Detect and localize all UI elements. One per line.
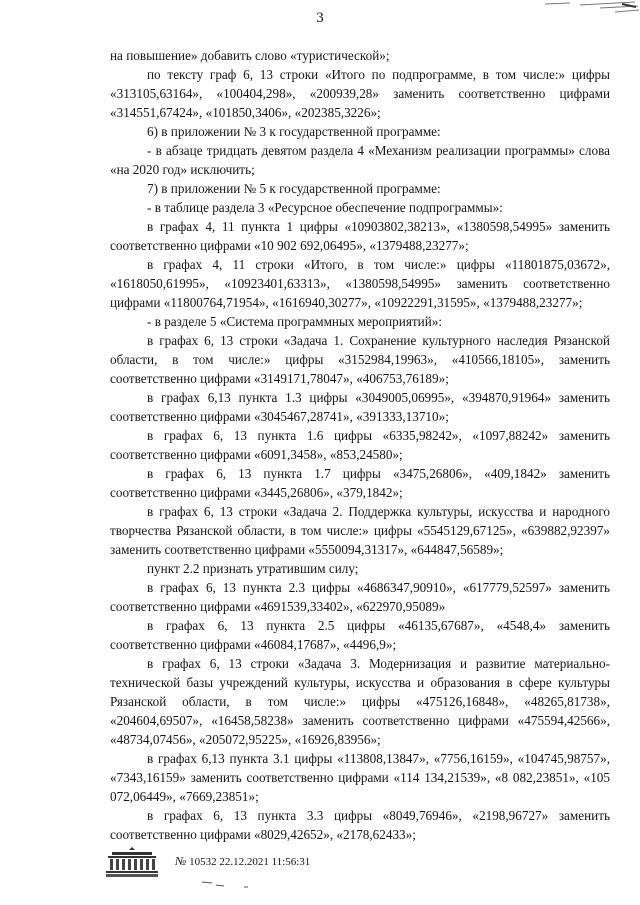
paragraph: - в разделе 5 «Система программных мероприятий»: <box>147 314 443 329</box>
paragraph: в графах 6, 13 пункта 1.7 цифры «3475,26806», «409,1842» заменить соответственно цифрами «3445,26806», «379,1842»; <box>110 466 610 500</box>
scan-artifact-icon <box>540 0 640 22</box>
paragraph: в графах 6, 13 пункта 2.3 цифры «4686347,90910», «617779,52597» заменить соответственно цифрами «4691539,33402», «622970,95089» <box>110 580 610 614</box>
paragraph: пункт 2.2 признать утратившим силу; <box>147 561 359 576</box>
document-footer <box>102 838 310 878</box>
paragraph: в графах 6, 13 пункта 2.5 цифры «46135,67687», «4548,4» заменить соответственно цифрами «46084,17687», «4496,9»; <box>110 618 610 652</box>
page-number: 3 <box>316 10 324 26</box>
paragraph: на повышение» добавить слово «туристической»; <box>110 48 390 63</box>
scan-artifact-icon <box>200 876 270 890</box>
paragraph: - в таблице раздела 3 «Ресурсное обеспечение подпрограммы»: <box>147 200 503 215</box>
paragraph: по тексту граф 6, 13 строки «Итого по подпрограмме, в том числе:» цифры «313105,63164», «100404,298», «200939,28» заменить соответственно цифрами «314551,67424», «101850,3406», «202385,3226»; <box>110 67 610 120</box>
paragraph: в графах 6,13 пункта 1.3 цифры «3049005,06995», «394870,91964» заменить соответственно цифрами «3045467,28741», «391333,13710»; <box>110 390 610 424</box>
paragraph: в графах 6,13 пункта 3.1 цифры «113808,13847», «7756,16159», «104745,98757», «7343,16159» заменить соответственно цифрами «114 134,21539», «8 082,23851», «105 072,06449», «7669,23851»; <box>110 751 610 804</box>
paragraph: в графах 4, 11 строки «Итого, в том числе:» цифры «11801875,03672», «1618050,61995», «10923401,63313», «1380598,54995» заменить соответственно цифрами «11800764,71954», «1616940,30277», «10922291,31595», «1379488,23277»; <box>110 257 610 310</box>
paragraph: 6) в приложении № 3 к государственной программе: <box>147 124 441 139</box>
government-building-stamp-icon <box>102 844 162 878</box>
registration-text: 10532 22.12.2021 11:56:31 <box>189 856 311 868</box>
paragraph: в графах 6, 13 строки «Задача 2. Поддержка культуры, искусства и народного творчества Рязанской области, в том числе:» цифры «5545129,67125», «639882,92397» заменить соответственно цифрами «5550094,31317», «644847,56589»; <box>110 504 610 557</box>
paragraph: 7) в приложении № 5 к государственной программе: <box>147 181 441 196</box>
paragraph: - в абзаце тридцать девятом раздела 4 «Механизм реализации программы» слова «на 2020 год» исключить; <box>110 143 610 177</box>
paragraph: в графах 4, 11 пункта 1 цифры «10903802,38213», «1380598,54995» заменить соответственно цифрами «10 902 692,06495», «1379488,23277»; <box>110 219 610 253</box>
paragraph: в графах 6, 13 строки «Задача 3. Модернизация и развитие материально-технической базы учреждений культуры, искусства и образования в сфере культуры Рязанской области, в том числе:» цифры «475126,16848», «48265,81738», «204604,69507», «16458,58238» заменить соответственно цифрами «475594,42566», «48734,07456», «205072,95225», «16926,83956»; <box>110 656 610 747</box>
paragraph: в графах 6, 13 строки «Задача 1. Сохранение культурного наследия Рязанской области, в том числе:» цифры «3152984,19963», «410566,18105», заменить соответственно цифрами «3149171,78047», «406753,76189»; <box>110 333 610 386</box>
document-body <box>110 46 610 844</box>
registration-sign: № <box>175 854 187 868</box>
registration-stamp <box>175 854 310 869</box>
paragraph: в графах 6, 13 пункта 1.6 цифры «6335,98242», «1097,88242» заменить соответственно цифрами «6091,3458», «853,24580»; <box>110 428 610 462</box>
paragraph: в графах 6, 13 пункта 3.3 цифры «8049,76946», «2198,96727» заменить соответственно цифрами «8029,42652», «2178,62433»; <box>110 808 610 842</box>
